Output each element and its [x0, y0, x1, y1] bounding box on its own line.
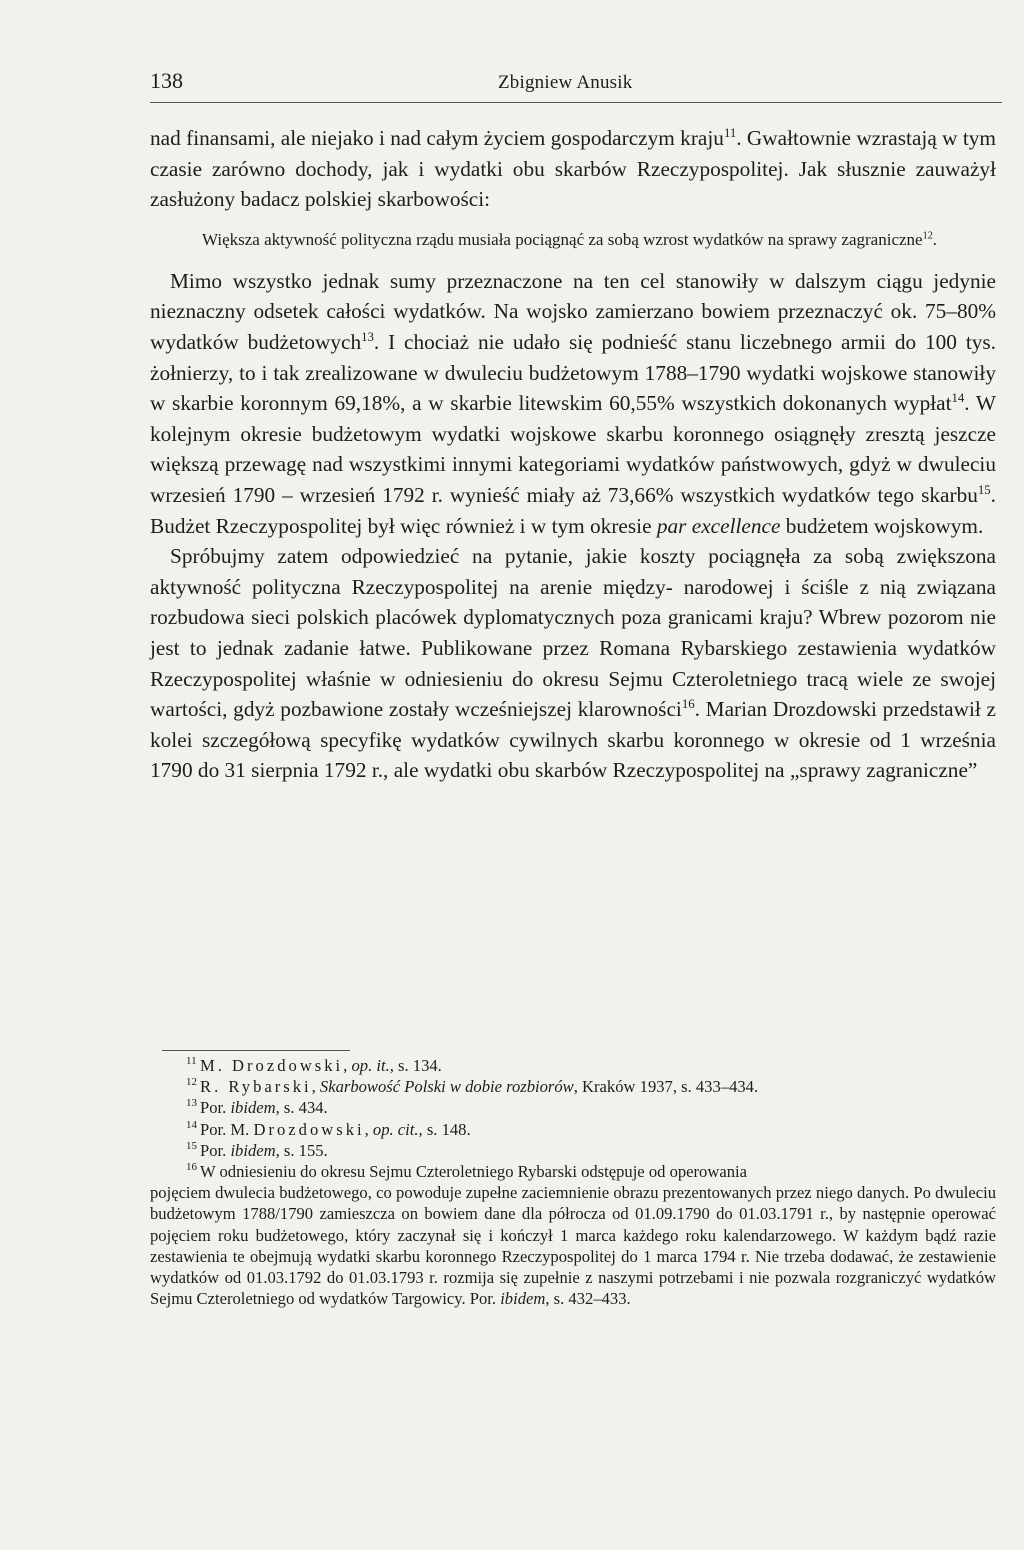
italic-phrase: par excellence [656, 513, 781, 538]
footnote-number: 12 [186, 1076, 197, 1089]
footnote-number: 11 [186, 1055, 197, 1067]
footnote: 11 M. Drozdowski, op. it., s. 134. [150, 1055, 996, 1076]
footnote: 14 Por. M. Drozdowski, op. cit., s. 148. [150, 1119, 996, 1140]
footnote-ref: 16 [681, 697, 695, 711]
footnote: 13 Por. ibidem, s. 434. [150, 1097, 996, 1118]
page-number: 138 [150, 68, 183, 93]
footnote-ref: 15 [977, 482, 991, 497]
footnotes [150, 1055, 996, 1309]
footnote: 16 W odniesieniu do okresu Sejmu Czteroletniego Rybarski odstępuje od operowania pojęciem dwulecia budżetowego, co powoduje zupełne zaciemnienie obrazu prezentowanych przez niego danych. Po dwuleciu budżetowym 1788/1790 zamieszcza on bowiem dane dla półrocza od 01.09.1790 do 01.03.1791 r., by następnie operować pojęciem roku budżetowego, który zaczynał się i kończył 1 marca każdego roku kalendarzowego. W każdym bądź razie zestawienia te obejmują wydatki skarbu koronnego Rzeczypospolitej do 1 marca 1794 r. Nie trzeba dodawać, że zestawienie wydatków od 01.03.1792 do 01.03.1793 r. rozmija się zupełnie z naszymi potrzebami i nie pozwala rozgraniczyć wydatków Sejmu Czteroletniego od wydatków Targowicy. Por. ibidem, s. 432–433. [150, 1161, 996, 1309]
footnote-number: 15 [186, 1139, 197, 1152]
running-head: Zbigniew Anusik [498, 72, 633, 93]
footnote: 15 Por. ibidem, s. 155. [150, 1140, 996, 1161]
paragraph: Spróbujmy zatem odpowiedzieć na pytanie, jakie koszty pociągnęła za sobą zwiększona aktywność polityczna Rzeczypospolitej na arenie między- narodowej i ściśle z nią związana rozbudowa sieci polskich placówek dyplomatycznych poza granicami kraju? Wbrew pozorom nie jest to jednak zadanie łatwe. Publikowane przez Romana Rybarskiego zestawienia wydatków Rzeczypospolitej właśnie w odniesieniu do okresu Sejmu Czteroletniego tracą wiele ze swojej wartości, gdyż pozbawione zostały wcześniejszej klarowności$^{16}$. Marian Drozdowski przedstawił z kolei szczegółową specyfikę wydatków cywilnych skarbu koronnego w okresie od 1 września 1790 do 31 sierpnia 1792 r., ale wydatki obu skarbów Rzeczypospolitej na „sprawy zagraniczne” [150, 544, 996, 783]
paragraph: nad finansami, ale niejako i nad całym życiem gospodarczym kraju$^{11}$. Gwałtownie wzrastają w tym czasie zarówno dochody, jak i wydatki obu skarbów Rzeczypospolitej. Jak słusznie zauważył zasłużony badacz polskiej skarbowości: [150, 125, 996, 212]
footnote-ref: 13 [361, 329, 374, 344]
main-text [150, 123, 996, 786]
footnote-ref: 12 [922, 230, 933, 242]
footnote-number: 14 [186, 1118, 197, 1131]
page-header [150, 66, 1002, 103]
footnote-number: 13 [186, 1097, 197, 1110]
footnote-ref: 14 [951, 391, 965, 406]
footnote-ref: 11 [723, 125, 737, 140]
block-quote: Większa aktywność polityczna rządu musiała pociągnąć za sobą wzrost wydatków na sprawy zagraniczne$^{12}$. [202, 229, 938, 249]
footnote-number: 16 [186, 1161, 197, 1174]
paragraph: Mimo wszystko jednak sumy przeznaczone na ten cel stanowiły w dalszym ciągu jedynie nieznaczny odsetek całości wydatków. Na wojsko zamierzano bowiem przeznaczyć ok. 75–80% wydatków budżetowych$^{13}$. I chociaż nie udało się podnieść stanu liczebnego armii do 100 tys. żołnierzy, to i tak zrealizowane w dwuleciu budżetowym 1788–1790 wydatki wojskowe stanowiły w skarbie koronnym 69,18%, a w skarbie litewskim 60,55% wszystkich dokonanych wypłat$^{14}$. W kolejnym okresie budżetowym wydatki wojskowe skarbu koronnego osiągnęły zresztą jeszcze większą przewagę nad wszystkimi innymi kategoriami wydatków państwowych, gdyż w dwuleciu wrzesień 1790 – wrzesień 1792 r. wynieść miały aż 73,66% wszystkich wydatków tego skarbu$^{15}$. Budżet Rzeczypospolitej był więc również i w tym okresie par excellence budżetem wojskowym. [150, 268, 996, 538]
footnote: 12 R. Rybarski, Skarbowość Polski w dobie rozbiorów, Kraków 1937, s. 433–434. [150, 1076, 996, 1097]
